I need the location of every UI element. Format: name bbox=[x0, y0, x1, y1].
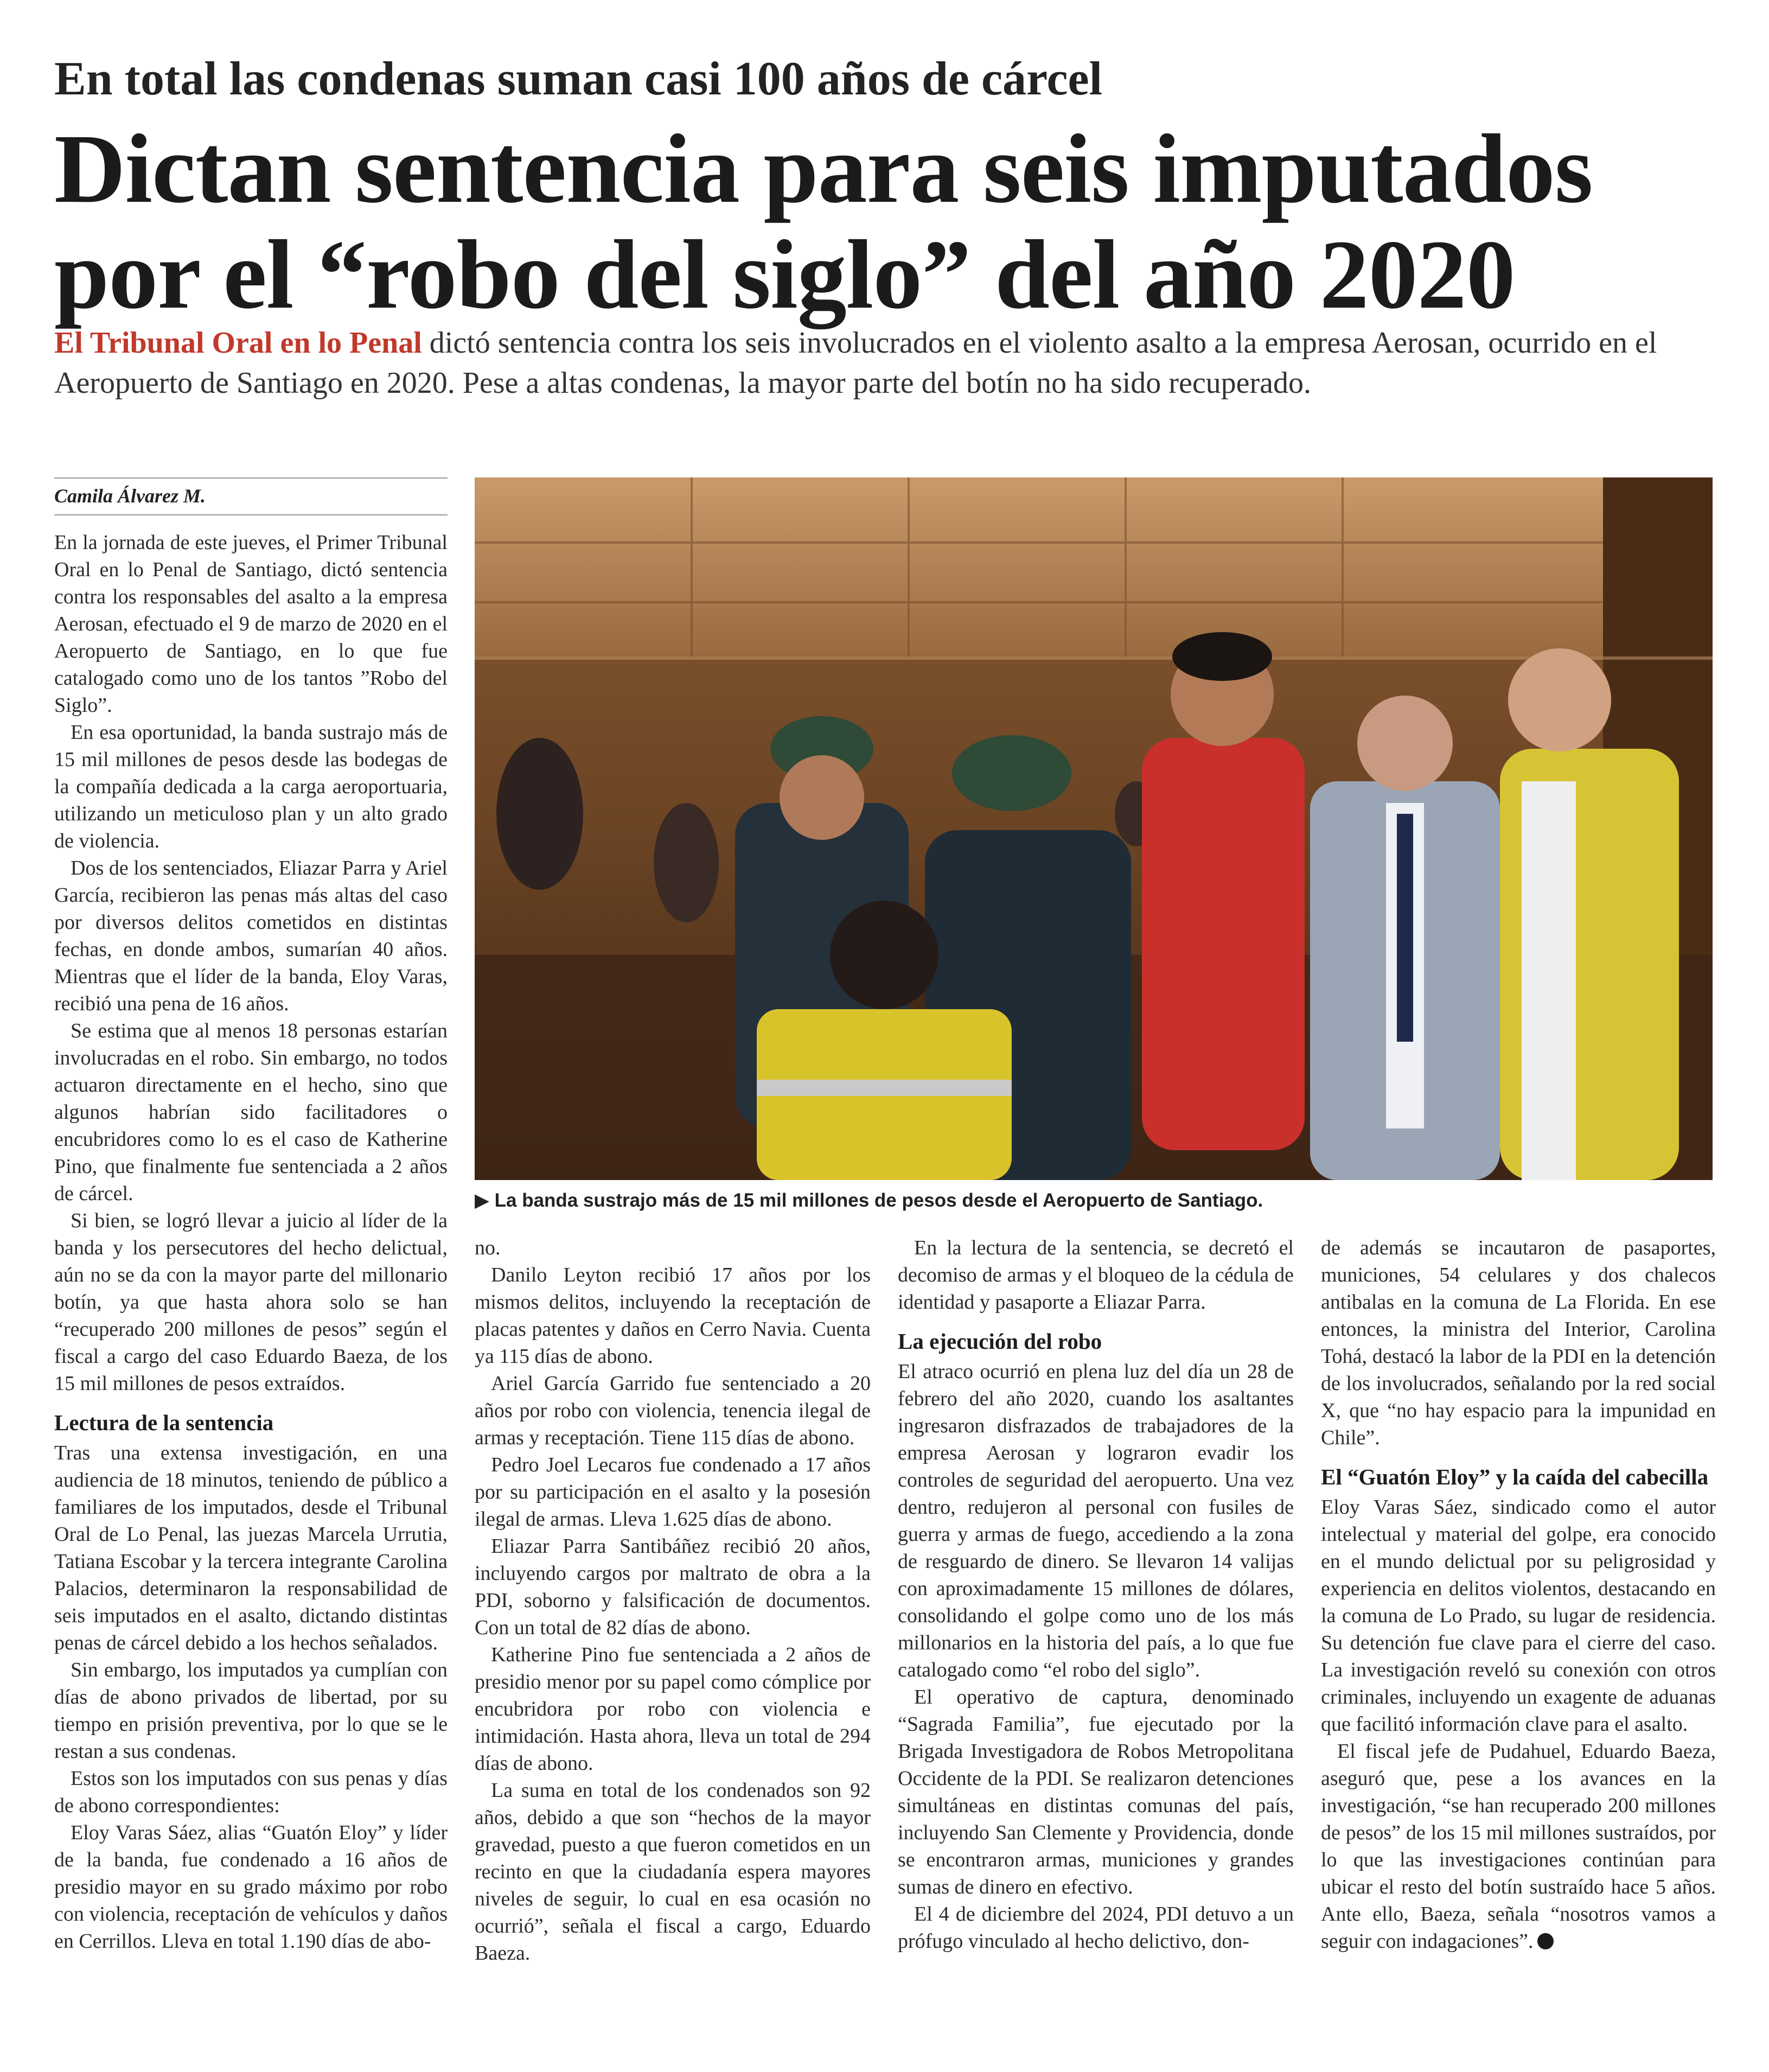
paragraph: Se estima que al menos 18 personas estarían involucradas en el robo. Sin embargo, no todos actuaron directamente en el hecho, sino que algunos habrían sido facilitadores o encubridores como lo es el caso de Katherine Pino, que finalmente fue sentenciada a 2 años de cárcel. bbox=[54, 1019, 448, 1205]
headline-line-2: por el “robo del siglo” del año 2020 bbox=[54, 220, 1515, 329]
paragraph: Sin embargo, los imputados ya cumplían con días de abono privados de libertad, por su tiempo en prisión preventiva, por lo que se le restan a sus condenas. bbox=[54, 1659, 448, 1763]
paragraph: Tras una extensa investigación, en una audiencia de 18 minutos, teniendo de público a familiares de los imputados, desde el Tribunal Oral de Lo Penal, las juezas Marcela Urrutia, Tatiana Escobar y la tercera integrante Carolina Palacios, determinaron la responsabilidad de seis imputados en el asalto, dictando distintas penas de cárcel debido a los hechos señalados. bbox=[54, 1442, 448, 1654]
paragraph bbox=[1321, 1738, 1716, 1955]
kicker: En total las condenas suman casi 100 años de cárcel bbox=[54, 53, 1103, 105]
subheading-ejecucion: La ejecución del robo bbox=[898, 1329, 1102, 1354]
paragraph: Estos son los imputados con sus penas y días de abono correspondientes: bbox=[54, 1767, 448, 1817]
paragraph: Eloy Varas Sáez, alias “Guatón Eloy” y líder de la banda, fue condenado a 16 años de presidio mayor en su grado máximo por robo con violencia, receptación de vehículos y daños en Cerrillos. Lleva en total 1.190 días de abo- bbox=[54, 1821, 448, 1953]
paragraph: Ariel García Garrido fue sentenciado a 20 años por robo con violencia, tenencia ilegal de armas y receptación. Tiene 115 días de abono. bbox=[475, 1372, 871, 1449]
end-mark-icon bbox=[1537, 1933, 1554, 1949]
lead-highlight: El Tribunal Oral en lo Penal bbox=[54, 326, 422, 360]
paragraph: Danilo Leyton recibió 17 años por los mismos delitos, incluyendo la receptación de placas patentes y daños en Cerro Navia. Cuenta ya 115 días de abono. bbox=[475, 1264, 871, 1368]
paragraph: En esa oportunidad, la banda sustrajo más de 15 mil millones de pesos desde las bodegas de la compañía dedicada a la carga aeroportuaria, utilizando un meticuloso plan y un alto grado de violencia. bbox=[54, 721, 448, 852]
paragraph: La suma en total de los condenados son 92 años, debido a que son “hechos de la mayor gravedad, puesto a que fueron cometidos en un recinto en que la ciudadanía espera mayores niveles de seguir, lo cual en esa ocasión no ocurrió”, señala el fiscal a cargo, Eduardo Baeza. bbox=[475, 1779, 871, 1965]
paragraph-text: El fiscal jefe de Pudahuel, Eduardo Baeza, aseguró que, pese a los avances en la investigación, “se han recuperado 200 millones de pesos” de los 15 mil millones sustraídos, por lo que las investigaciones continúan para ubicar el resto del botín sustraído hace 5 años. Ante ello, Baeza, señala “nosotros vamos a seguir con indagaciones”. bbox=[1321, 1740, 1716, 1953]
paragraph: no. bbox=[475, 1236, 501, 1259]
court-photo bbox=[475, 477, 1713, 1180]
paragraph: Si bien, se logró llevar a juicio al líder de la banda y los persecutores del hecho delictual, aún no se da con la mayor parte del millonario botín, ya que hasta ahora solo se han “recuperado 200 millones de pesos” según el fiscal a cargo del caso Eduardo Baeza, de los 15 mil millones de pesos extraídos. bbox=[54, 1209, 448, 1395]
paragraph: El 4 de diciembre del 2024, PDI detuvo a un prófugo vinculado al hecho delictivo, don- bbox=[898, 1903, 1294, 1953]
paragraph: Katherine Pino fue sentenciada a 2 años de presidio menor por su papel como cómplice por encubridora por robo con violencia e intimidación. Hasta ahora, lleva un total de 294 días de abono. bbox=[475, 1643, 871, 1775]
paragraph: En la lectura de la sentencia, se decretó el decomiso de armas y el bloqueo de la cédula de identidad y pasaporte a Eliazar Parra. bbox=[898, 1236, 1294, 1314]
paragraph: Eloy Varas Sáez, sindicado como el autor intelectual y material del golpe, era conocido en el mundo delictual por su peligrosidad y experiencia en delitos violentos, destacando en la comuna de Lo Prado, su lugar de residencia. Su detención fue clave para el cierre del caso. La investigación reveló su conexión con otros criminales, incluyendo un exagente de aduanas que facilitó información clave para el asalto. bbox=[1321, 1496, 1716, 1736]
paragraph: El atraco ocurrió en plena luz del día un 28 de febrero del año 2020, cuando los asaltantes ingresaron disfrazados de trabajadores de la empresa Aerosan y lograron evadir los controles de seguridad del aeropuerto. Una vez dentro, redujeron al personal con fusiles de guerra y armas de fuego, accediendo a la zona de resguardo de dinero. Se llevaron 14 valijas con aproximadamente 15 millones de dólares, consolidando el golpe como uno de los más millonarios en la historia del país, a lo que fue catalogado como “el robo del siglo”. bbox=[898, 1360, 1294, 1681]
paragraph: Dos de los sentenciados, Eliazar Parra y Ariel García, recibieron las penas más altas del caso por diversos delitos cometidos en distintas fechas, en donde ambos, sumarían 40 años. Mientras que el líder de la banda, Eloy Varas, recibió una pena de 16 años. bbox=[54, 857, 448, 1015]
column-4 bbox=[1321, 1234, 1716, 1955]
lead-text: dictó sentencia contra los seis involucrados en el violento asalto a la empresa Aerosan, ocurrido en el Aeropuerto de Santiago en 2020. Pese a altas condenas, la mayor parte del botín no ha sido recuperado. bbox=[54, 326, 1657, 400]
headline bbox=[54, 114, 1682, 329]
byline: Camila Álvarez M. bbox=[54, 485, 206, 507]
column-2 bbox=[475, 1234, 871, 1967]
photo-caption: ▶ La banda sustrajo más de 15 mil millones de pesos desde el Aeropuerto de Santiago. bbox=[475, 1190, 1263, 1211]
byline-rule-bottom bbox=[54, 514, 448, 515]
column-3 bbox=[898, 1234, 1294, 1955]
subheading-guaton-eloy: El “Guatón Eloy” y la caída del cabecilla bbox=[1321, 1464, 1709, 1489]
paragraph: Eliazar Parra Santibáñez recibió 20 años, incluyendo cargos por maltrato de obra a la PDI, soborno y falsificación de documentos. Con un total de 82 días de abono. bbox=[475, 1535, 871, 1639]
lead-paragraph bbox=[54, 323, 1725, 404]
paragraph: de además se incautaron de pasaportes, municiones, 54 celulares y dos chalecos antibalas en la comuna de La Florida. En ese entonces, la ministra del Interior, Carolina Tohá, destacó la labor de la PDI en la detención de los involucrados, señalando por la red social X, que “no hay espacio para la impunidad en Chile”. bbox=[1321, 1236, 1716, 1449]
column-1 bbox=[54, 529, 448, 1955]
court-photo-illustration bbox=[475, 477, 1713, 1180]
subheading-lectura: Lectura de la sentencia bbox=[54, 1410, 274, 1435]
paragraph: El operativo de captura, denominado “Sagrada Familia”, fue ejecutado por la Brigada Investigadora de Robos Metropolitana Occidente de la PDI. Se realizaron detenciones simultáneas en distintas comunas del país, incluyendo San Clemente y Providencia, donde se encontraron armas, municiones y grandes sumas de dinero en efectivo. bbox=[898, 1686, 1294, 1898]
byline-rule-top bbox=[54, 477, 448, 479]
headline-line-1: Dictan sentencia para seis imputados bbox=[54, 114, 1593, 224]
paragraph: Pedro Joel Lecaros fue condenado a 17 años por su participación en el asalto y la posesión ilegal de armas. Lleva 1.625 días de abono. bbox=[475, 1453, 871, 1531]
paragraph: En la jornada de este jueves, el Primer Tribunal Oral en lo Penal de Santiago, dictó sentencia contra los responsables del asalto a la empresa Aerosan, efectuado el 9 de marzo de 2020 en el Aeropuerto de Santiago, en lo que fue catalogado como uno de los tantos ”Robo del Siglo”. bbox=[54, 531, 448, 717]
